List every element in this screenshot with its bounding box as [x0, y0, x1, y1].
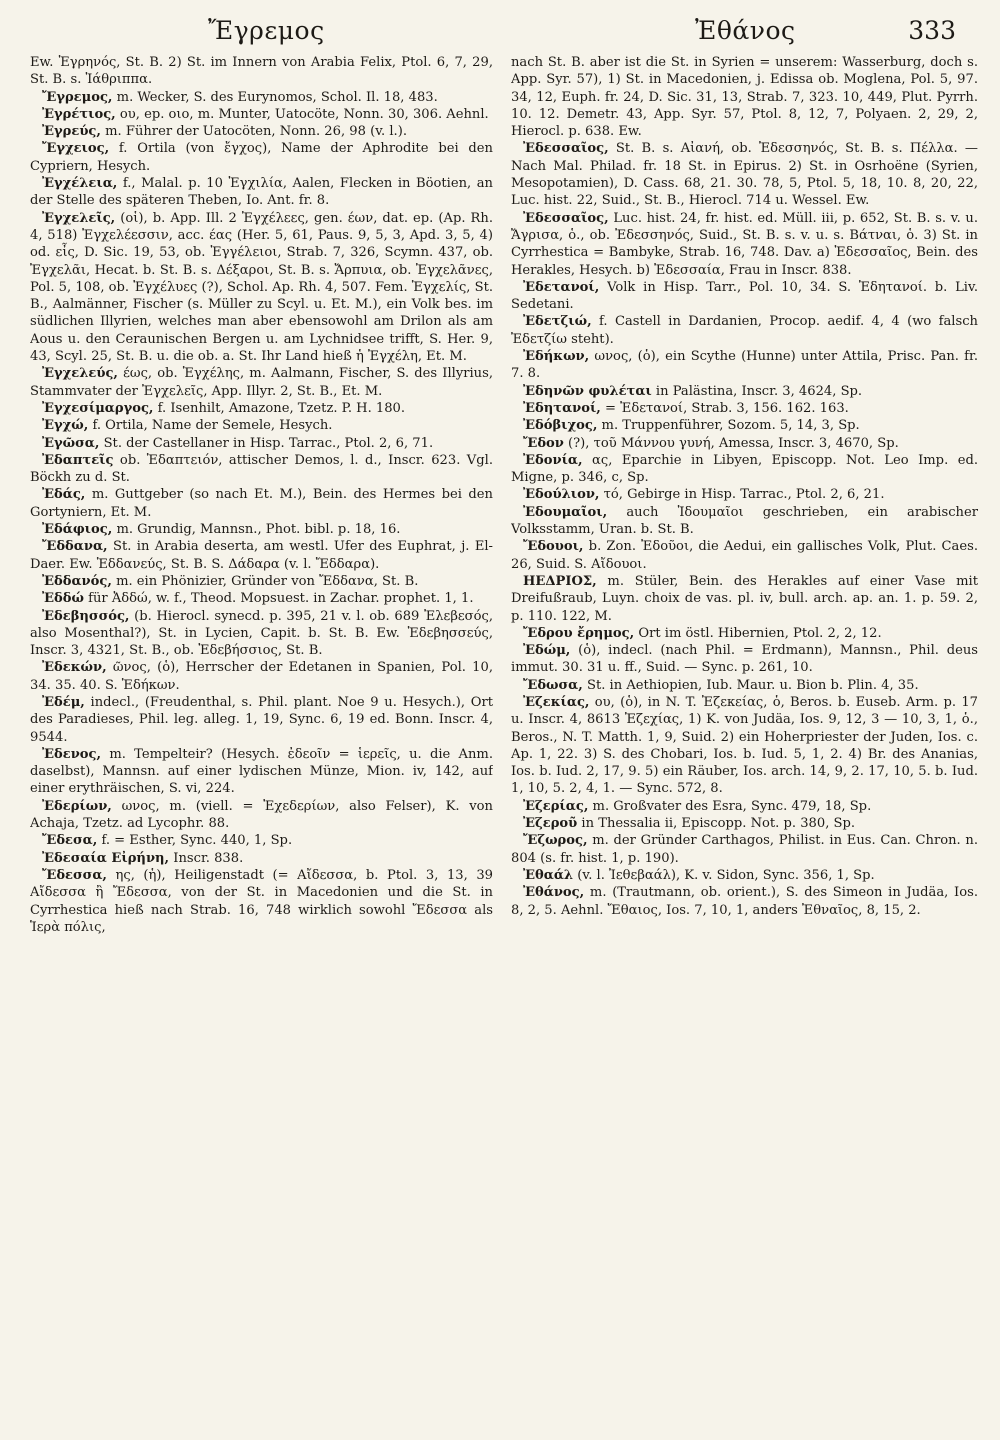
entry-text: f., Malal. p. 10 Ἐγχιλία, Aalen, Flecken in Böotien, an der Stelle des späteren Theben, Io. Ant. fr. 8. [30, 176, 493, 209]
dictionary-entry [30, 365, 493, 400]
dictionary-entry [511, 383, 978, 400]
entry-headword: Ἐγχελεύς, [42, 366, 118, 382]
dictionary-entry [511, 486, 978, 503]
dictionary-entry [30, 54, 493, 89]
entry-headword: Ἐγχώ, [42, 418, 89, 434]
entry-headword: Ἔγχειος, [42, 141, 110, 157]
entry-headword: ΗΕΔΡΙΟΣ, [523, 573, 597, 589]
entry-headword: Ἐθαάλ [523, 867, 574, 883]
entry-headword: Ἐδόβιχος, [523, 418, 598, 434]
entry-headword: Ἔγρεμος, [42, 89, 113, 105]
entry-text: ης, (ἡ), Heiligenstadt (= Αἴδεσσα, b. Ptol. 3, 13, 39 Αἴδεσσα ἢ Ἔδεσσα, von der St. in Macedonien und die St. in Cyrrhestica hieß nach Strab. 16, 748 wirklich sowohl Ἔδεσσα als Ἱερὰ πόλις, [30, 867, 493, 935]
dictionary-entry [511, 625, 978, 642]
dictionary-entry [511, 573, 978, 625]
entry-headword: Ἐδητανοί, [523, 400, 601, 416]
entry-text: indecl., (Freudenthal, s. Phil. plant. Noe 9 u. Hesych.), Ort des Paradieses, Phil. leg. alleg. 1, 19, Sync. 6, 19 ed. Bonn. Inscr. 4, 9544. [30, 694, 493, 745]
entry-text: in Thessalia ii, Episcopp. Not. p. 380, Sp. [577, 816, 856, 832]
entry-headword: Ἔδωσα, [523, 677, 583, 693]
entry-headword: Ἐδάς, [42, 487, 86, 503]
entry-text: ob. Ἐδαπτειόν, attischer Demos, l. d., Inscr. 623. Vgl. Böckh zu d. St. [30, 452, 493, 486]
entry-text: ου, ep. οιο, m. Munter, Uatocöte, Nonn. 30, 306. Aehnl. [115, 106, 489, 122]
entry-text: St. in Aethiopien, Iub. Maur. u. Bion b. Plin. 4, 35. [582, 677, 919, 693]
entry-headword: Ἐδεβησσός, [42, 608, 130, 624]
entry-headword: Ἔδουοι, [523, 539, 584, 555]
entry-headword: Ἐδέμ, [42, 694, 85, 710]
dictionary-entry [511, 642, 978, 677]
entry-headword: Ἐγρέτιος, [42, 106, 116, 122]
dictionary-entry [511, 538, 978, 573]
entry-text: St. in Arabia deserta, am westl. Ufer des Euphrat, j. El-Daer. Ew. Ἐδδανεύς, St. B. S. Δάδαρα (v. l. Ἔδδαρα). [30, 539, 493, 572]
entry-text: ῶνος, (ὁ), Herrscher der Edetanen in Spanien, Pol. 10, 34. 35. 40. S. Ἐδήκων. [30, 660, 493, 693]
entry-text: m. Truppenführer, Sozom. 5, 14, 3, Sp. [597, 418, 860, 434]
dictionary-entry [30, 435, 493, 452]
dictionary-entry [30, 538, 493, 573]
dictionary-entry [30, 694, 493, 746]
entry-headword: Ἐδερίων, [42, 798, 112, 814]
dictionary-entry [511, 677, 978, 694]
dictionary-entry [511, 210, 978, 279]
entry-text: (b. Hierocl. synecd. p. 395, 21 v. l. ob. 689 Ἐλεβεσός, also Mosenthal?), St. in Lycien, Capit. b. St. B. Ew. Ἐδεβησσεύς, Inscr. 3, 4321, St. B., ob. Ἐδεβήσσιος, St. B. [30, 608, 493, 659]
dictionary-entry [30, 210, 493, 366]
entry-headword: Ἐγχελεῖς, [42, 210, 116, 226]
left-column [30, 54, 493, 1432]
entry-text: nach St. B. aber ist die St. in Syrien = unserem: Wasserburg, doch s. App. Syr. 57), 1) St. in Macedonien, j. Edissa ob. Moglena, Pol. 5, 97. 34, 12, Euph. fr. 24, D. Sic. 31, 13, Strab. 7, 323. 10, 449, Plut. Pyrrh. 10. 12. Demetr. 43, App. Syr. 57, Ptol. 8, 12, 7, Polyaen. 2, 29, 2, Hierocl. p. 638. Ew. [511, 55, 978, 140]
dictionary-entry [511, 417, 978, 434]
dictionary-entry [30, 175, 493, 210]
dictionary-entry [30, 590, 493, 607]
entry-text: ωνος, m. (viell. = Ἐχεδερίων, also Felser), K. von Achaja, Tzetz. ad Lycophr. 88. [30, 798, 493, 832]
dictionary-entry [30, 832, 493, 849]
dictionary-entry [511, 400, 978, 417]
dictionary-entry [30, 850, 493, 867]
dictionary-entry [30, 798, 493, 833]
entry-text: b. Zon. Ἐδοῦοι, die Aedui, ein gallisches Volk, Plut. Caes. 26, Suid. S. Αἴδουοι. [511, 539, 978, 572]
entry-headword: Ἐδδανός, [42, 573, 112, 589]
dictionary-entry [30, 608, 493, 660]
entry-text: Ort im östl. Hibernien, Ptol. 2, 2, 12. [634, 625, 882, 641]
entry-headword: Ἐγχεσίμαργος, [42, 400, 154, 416]
entry-text: = Ἐδετανοί, Strab. 3, 156. 162. 163. [600, 400, 849, 416]
dictionary-entry [511, 798, 978, 815]
header-left-catchword: Ἔγρεμος [208, 16, 325, 45]
dictionary-entry [30, 659, 493, 694]
entry-text: ωνος, (ὁ), ein Scythe (Hunne) unter Attila, Prisc. Pan. fr. 7. 8. [511, 349, 978, 382]
entry-text: έως, ob. Ἐγχέλης, m. Aalmann, Fischer, S. des Illyrius, Stammvater der Ἐγχελεῖς, App. Illyr. 2, St. B., Et. M. [30, 366, 493, 399]
entry-text: f. Ortila (von ἔγχος), Name der Aphrodite bei den Cypriern, Hesych. [30, 141, 493, 174]
entry-headword: Ἐδουμαῖοι, [523, 504, 608, 520]
dictionary-entry [511, 140, 978, 209]
dictionary-entry [30, 867, 493, 936]
header-right-catchword: Ἐθάνος [695, 16, 796, 45]
entry-text: m. Stüler, Bein. des Herakles auf einer Vase mit Dreifußraub, Luyn. choix de vas. pl. iv, bull. arch. ap. an. 1. p. 59. 2, p. 110. 122, M. [511, 573, 978, 624]
entry-headword: Ἐδάφιος, [42, 522, 113, 538]
entry-text: m. Tempelteir? (Hesych. ἐδεοῖν = ἱερεῖς, u. die Anm. daselbst), Mannsn. auf einer lydischen Münze, Mion. iv, 142, auf einer erythräischen, S. vi, 224. [30, 746, 493, 797]
entry-text: m. Wecker, S. des Eurynomos, Schol. Il. 18, 483. [112, 89, 438, 105]
entry-text: m. Führer der Uatocöten, Nonn. 26, 98 (v. l.). [100, 124, 407, 140]
dictionary-entry [511, 832, 978, 867]
entry-headword: Ἐδεσσαῖος, [523, 210, 609, 226]
entry-headword: Ἐγχέλεια, [42, 176, 118, 192]
entry-headword: Ἐζεκίας, [523, 694, 590, 710]
page-header [30, 10, 978, 50]
dictionary-entry [511, 884, 978, 919]
entry-text: Ew. Ἐγρηνός, St. B. 2) St. im Innern von Arabia Felix, Ptol. 6, 7, 29, St. B. s. Ἰάθριππα. [30, 55, 493, 88]
dictionary-entry [511, 504, 978, 539]
entry-text: m. ein Phönizier, Gründer von Ἔδδανα, St. B. [111, 573, 419, 589]
dictionary-entry [30, 400, 493, 417]
entry-headword: Ἐθάνος, [523, 885, 585, 901]
entry-headword: Ἐδετζιώ, [523, 314, 592, 330]
dictionary-entry [511, 452, 978, 487]
dictionary-entry [511, 867, 978, 884]
entry-headword: Ἐζερίας, [523, 798, 589, 814]
entry-text: f. Isenhilt, Amazone, Tzetz. P. H. 180. [153, 400, 406, 416]
right-column [511, 54, 978, 1432]
dictionary-entry [511, 815, 978, 832]
dictionary-entry [511, 435, 978, 452]
dictionary-entry [30, 521, 493, 538]
entry-headword: Ἐδεσσαῖος, [523, 141, 609, 157]
entry-text: (v. l. Ἰεθεβαάλ), K. v. Sidon, Sync. 356, 1, Sp. [573, 867, 875, 883]
entry-text: auch Ἰδουμαῖοι geschrieben, ein arabischer Volksstamm, Uran. b. St. B. [511, 504, 978, 538]
entry-text: Inscr. 838. [169, 850, 244, 866]
dictionary-entry [511, 694, 978, 798]
entry-text: für Ἀδδώ, w. f., Theod. Mopsuest. in Zachar. prophet. 1, 1. [83, 591, 474, 607]
entry-headword: Ἐδδώ [42, 591, 84, 607]
entry-text: in Palästina, Inscr. 3, 4624, Sp. [651, 383, 863, 399]
entry-text: ου, (ὁ), in N. T. Ἐζεκείας, ὁ, Beros. b. Euseb. Arm. p. 17 u. Inscr. 4, 8613 Ἐζεχίας, 1) K. von Judäa, Ios. 9, 12, 3 — 10, 3, 1, ὁ., Beros., N. T. Matth. 1, 9, Suid. 2) ein Hoherpriester der Juden, Ios. c. Ap. 1, 22. 3) S. des Chobari, Ios. b. Iud. 5, 1, 2. 4) Br. des Ananias, Ios. b. Iud. 2, 17, 9. 5) ein Räuber, Ios. arch. 14, 9, 2. 17, 10, 5. b. Iud. 1, 10, 5. 2, 4, 1. — Sync. 572, 8. [511, 694, 978, 797]
entry-text: m. Grundig, Mannsn., Phot. bibl. p. 18, 16. [112, 522, 401, 538]
entry-headword: Ἐδεσαία Εἰρήνη, [42, 850, 170, 866]
dictionary-entry [30, 452, 493, 487]
dictionary-entry [30, 89, 493, 106]
entry-text: τό, Gebirge in Hisp. Tarrac., Ptol. 2, 6, 21. [599, 487, 885, 503]
entry-headword: Ἔδρου ἔρημος, [523, 625, 635, 641]
entry-headword: Ἐδεκών, [42, 660, 107, 676]
entry-headword: Ἐζεροῦ [523, 816, 578, 832]
entry-text: St. B. s. Αἰανή, ob. Ἐδεσσηνός, St. B. s. Πέλλα. — Nach Mal. Philad. fr. 18 St. in Epirus. 2) St. in Osrhoëne (Syrien, Mesopotamien), D. Cass. 68, 21. 30. 78, 5, Ptol. 5, 18, 10. 8, 20, 22, Luc. hist. 22, Suid., St. B., Hierocl. 714 u. Wessel. Ew. [511, 141, 978, 209]
dictionary-entry [30, 140, 493, 175]
dictionary-entry [30, 417, 493, 434]
entry-headword: Ἐδηνῶν φυλέται [523, 383, 652, 399]
entry-headword: Ἐδήκων, [523, 349, 590, 365]
dictionary-entry [30, 123, 493, 140]
dictionary-entry [30, 106, 493, 123]
entry-text: m. der Gründer Carthagos, Philist. in Eus. Can. Chron. n. 804 (s. fr. hist. 1, p. 190). [511, 833, 978, 866]
dictionary-entry [30, 573, 493, 590]
dictionary-entry [511, 313, 978, 348]
entry-text: f. Castell in Dardanien, Procop. aedif. 4, 4 (wo falsch Ἐδετζίω steht). [511, 314, 978, 347]
dictionary-entry [30, 486, 493, 521]
entry-text: ας, Eparchie in Libyen, Episcopp. Not. Leo Imp. ed. Migne, p. 346, c, Sp. [511, 452, 978, 486]
entry-headword: Ἔδεσα, [42, 833, 98, 849]
entry-headword: Ἐδούλιον, [523, 487, 600, 503]
entry-headword: Ἐδαπτεῖς [42, 452, 114, 468]
entry-text: m. Großvater des Esra, Sync. 479, 18, Sp. [588, 798, 872, 814]
entry-headword: Ἐδώμ, [523, 643, 571, 659]
dictionary-entry [511, 348, 978, 383]
entry-headword: Ἐδενος, [42, 746, 102, 762]
entry-text: St. der Castellaner in Hisp. Tarrac., Ptol. 2, 6, 71. [99, 435, 434, 451]
entry-headword: Ἔζωρος, [523, 833, 588, 849]
page-number: 333 [908, 16, 956, 45]
entry-text: Luc. hist. 24, fr. hist. ed. Müll. iii, p. 652, St. B. s. v. u. Ἄγρισα, ὁ., ob. Ἐδεσσηνός, Suid., St. B. s. v. u. s. Βάτναι, ὁ. 3) St. in Cyrrhestica = Bambyke, Strab. 16, 748. Dav. a) Ἐδεσσαῖος, Bein. des Herakles, Hesych. b) Ἐδεσσαία, Frau in Inscr. 838. [511, 210, 978, 278]
dictionary-entry [511, 54, 978, 140]
entry-headword: Ἐδετανοί, [523, 279, 600, 295]
entry-headword: Ἔδον [523, 435, 564, 451]
entry-text: f. = Esther, Sync. 440, 1, Sp. [97, 833, 293, 849]
entry-headword: Ἔδδανα, [42, 539, 108, 555]
entry-text: f. Ortila, Name der Semele, Hesych. [88, 418, 333, 434]
entry-headword: Ἔδεσσα, [42, 867, 107, 883]
entry-text: (?), τοῦ Μάννου γυνή, Amessa, Inscr. 3, 4670, Sp. [563, 435, 899, 451]
text-columns [30, 54, 978, 1432]
dictionary-entry [30, 746, 493, 798]
entry-text: Volk in Hisp. Tarr., Pol. 10, 34. S. Ἐδητανοί. b. Liv. Sedetani. [511, 279, 978, 313]
entry-headword: Ἐγρεύς, [42, 124, 101, 140]
entry-headword: Ἐγῶσα, [42, 435, 100, 451]
dictionary-entry [511, 279, 978, 314]
entry-text: m. Guttgeber (so nach Et. M.), Bein. des Hermes bei den Gortyniern, Et. M. [30, 487, 493, 520]
entry-text: m. (Trautmann, ob. orient.), S. des Simeon in Judäa, Ios. 8, 2, 5. Aehnl. Ἔθαιος, Ios. 7, 10, 1, anders Ἐθναῖος, 8, 15, 2. [511, 885, 978, 918]
entry-text: (ὁ), indecl. (nach Phil. = Erdmann), Mannsn., Phil. deus immut. 30. 31 u. ff., Suid. — Sync. p. 261, 10. [511, 643, 978, 676]
entry-headword: Ἐδονία, [523, 452, 583, 468]
entry-text: (οἱ), b. App. Ill. 2 Ἐγχέλεες, gen. έων, dat. ep. (Ap. Rh. 4, 518) Ἐγχελέεσσιν, acc. έας (Her. 5, 61, Paus. 9, 5, 3, Apd. 3, 5, 4) od. εἶς, D. Sic. 19, 53, ob. Ἐγγέλειοι, Strab. 7, 326, Scymn. 437, ob. Ἐγχελᾶι, Hecat. b. St. B. s. Δέξαροι, St. B. s. Ἄρπυια, ob. Ἐγχελᾶνες, Pol. 5, 108, ob. Ἐγχέλυες (?), Schol. Ap. Rh. 4, 507. Fem. Ἐγχελίς, St. B., Aalmänner, Fischer (s. Müller zu Scyl. u. Et. M.), ein Volk bes. im südlichen Illyrien, welches man aber ebensowohl am Drilon als am Aous u. den Ceraunischen Bergen u. am Lychnidsee trifft, S. Her. 9, 43, Scyl. 25, St. B. u. die ob. a. St. Ihr Land hieß ἡ Ἐγχέλη, Et. M. [30, 210, 493, 365]
